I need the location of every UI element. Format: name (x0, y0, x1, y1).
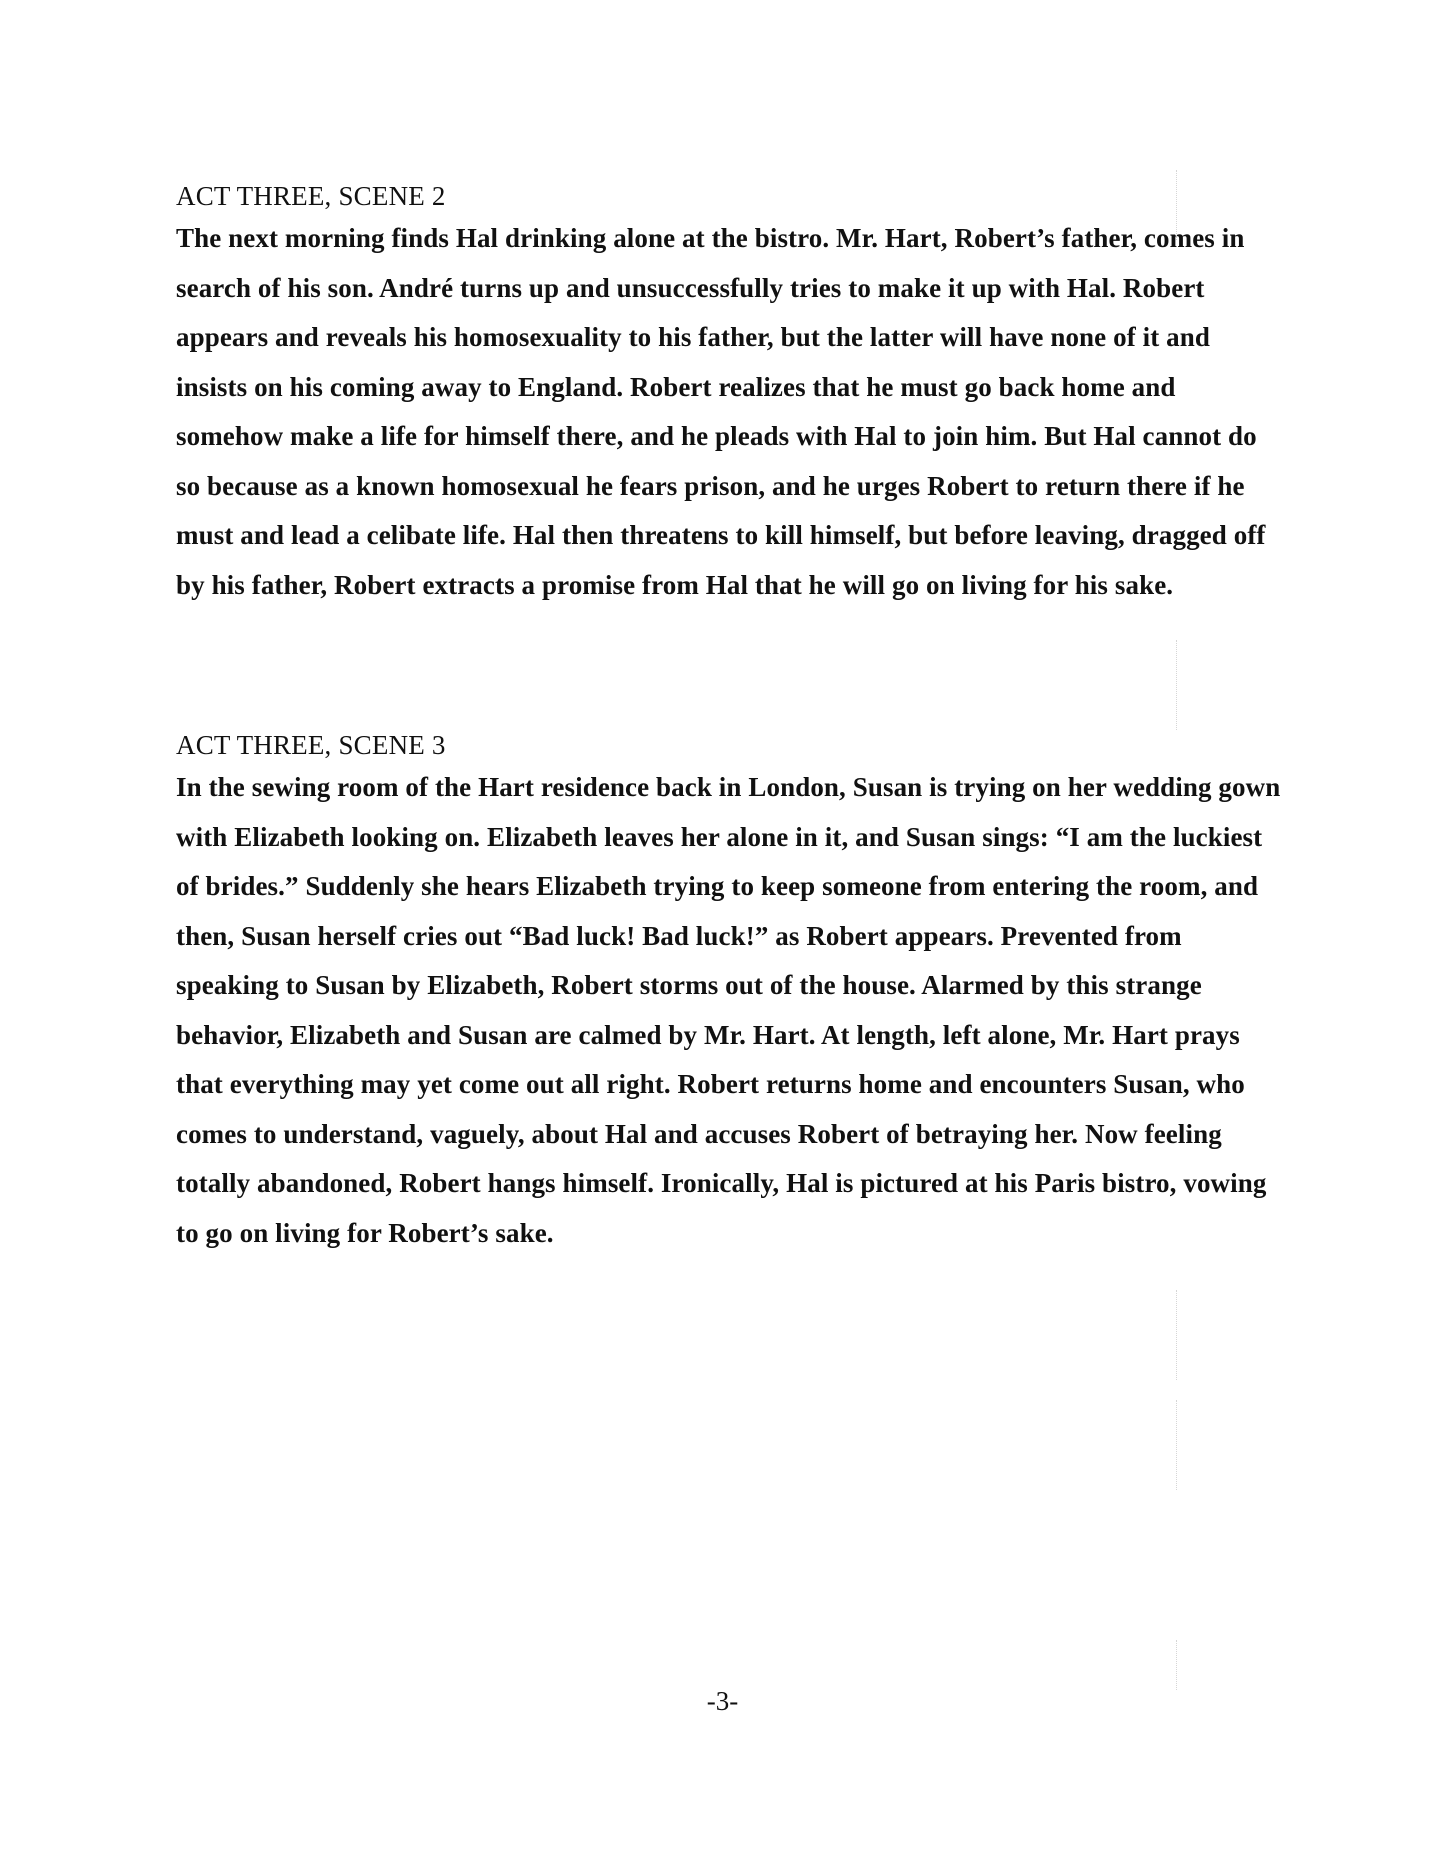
scan-artifact (1176, 1400, 1177, 1490)
page-number: -3- (706, 1686, 739, 1716)
section-body: The next morning finds Hal drinking alone at the bistro. Mr. Hart, Robert’s father, comes in search of his son. André turns up and unsuccessfully tries to make it up with Hal. Robert appears and reveals his homosexuality to his father, but the latter will have none of it and insists on his coming away to England. Robert realizes that he must go back home and somehow make a life for himself there, and he pleads with Hal to join him. But Hal cannot do so because as a known homosexual he fears prison, and he urges Robert to return there if he must and lead a celibate life. Hal then threatens to kill himself, but before leaving, dragged off by his father, Robert extracts a promise from Hal that he will go on living for his sake. (176, 223, 1266, 600)
section-heading: ACT THREE, SCENE 2 (176, 181, 446, 211)
scene-summary-act3-scene3 (176, 727, 1286, 1258)
scan-artifact (1176, 170, 1177, 240)
section-heading: ACT THREE, SCENE 3 (176, 730, 446, 760)
scan-artifact (1176, 1640, 1177, 1690)
scan-artifact (1176, 1290, 1177, 1380)
section-body: In the sewing room of the Hart residence back in London, Susan is trying on her wedding gown with Elizabeth looking on. Elizabeth leaves her alone in it, and Susan sings: “I am the luckiest of brides.” Suddenly she hears Elizabeth trying to keep someone from entering the room, and then, Susan herself cries out “Bad luck! Bad luck!” as Robert appears. Prevented from speaking to Susan by Elizabeth, Robert storms out of the house. Alarmed by this strange behavior, Elizabeth and Susan are calmed by Mr. Hart. At length, left alone, Mr. Hart prays that everything may yet come out all right. Robert returns home and encounters Susan, who comes to understand, vaguely, about Hal and accuses Robert of betraying her. Now feeling totally abandoned, Robert hangs himself. Ironically, Hal is pictured at his Paris bistro, vowing to go on living for Robert’s sake. (176, 772, 1281, 1248)
scan-artifact (1176, 640, 1177, 730)
scene-summary-act3-scene2 (176, 178, 1286, 610)
